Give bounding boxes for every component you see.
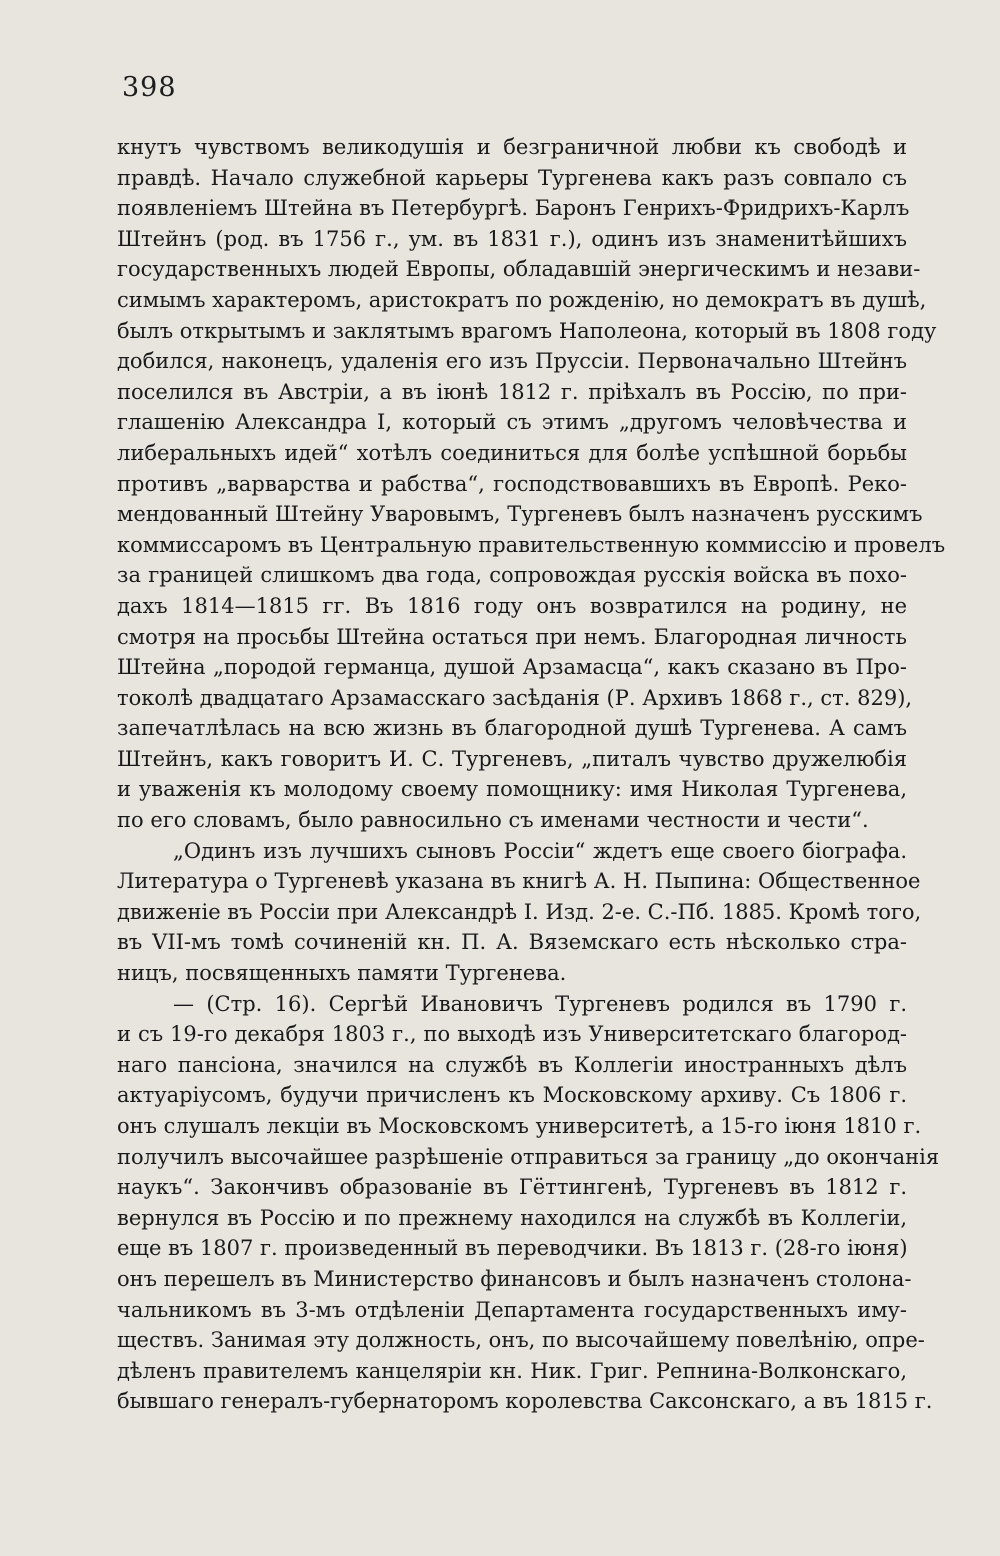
text-line: Штейна „породой германца, душой Арзамасца“, какъ сказано въ Про-	[117, 655, 907, 680]
text-line: „Одинъ изъ лучшихъ сыновъ Россіи“ ждетъ еще своего біографа.	[173, 838, 907, 863]
text-line: и уваженія къ молодому своему помощнику: имя Николая Тургенева,	[117, 777, 907, 802]
text-line: бывшаго генералъ-губернаторомъ королевства Саксонскаго, а въ 1815 г.	[117, 1389, 933, 1414]
text-line: еще въ 1807 г. произведенный въ переводчики. Въ 1813 г. (28-го іюня)	[117, 1236, 908, 1261]
text-line: либеральныхъ идей“ хотѣлъ соединиться для болѣе успѣшной борьбы	[117, 440, 907, 465]
text-line: глашенію Александра I, который съ этимъ „другомъ человѣчества и	[117, 410, 907, 435]
text-line: и съ 19-го декабря 1803 г., по выходѣ изъ Университетскаго благород-	[117, 1022, 907, 1047]
text-line: смотря на просьбы Штейна остаться при немъ. Благородная личность	[117, 624, 907, 649]
text-line: поселился въ Австріи, а въ іюнѣ 1812 г. пріѣхалъ въ Россію, по при-	[117, 379, 907, 404]
text-line: актуаріусомъ, будучи причисленъ къ Московскому архиву. Съ 1806 г.	[117, 1083, 907, 1108]
text-line: онъ слушалъ лекціи въ Московскомъ университетѣ, а 15-го іюня 1810 г.	[117, 1114, 922, 1138]
text-line: былъ открытымъ и заклятымъ врагомъ Наполеона, который въ 1808 году	[117, 318, 937, 343]
text-line: Штейнъ, какъ говоритъ И. С. Тургеневъ, „питалъ чувство дружелюбія	[117, 746, 907, 771]
text-line: движеніе въ Россіи при Александрѣ I. Изд. 2-е. С.-Пб. 1885. Кромѣ того,	[117, 899, 922, 924]
text-line: противъ „варварства и рабства“, господствовавшихъ въ Европѣ. Реко-	[117, 471, 907, 496]
text-line: добился, наконецъ, удаленія его изъ Пруссіи. Первоначально Штейнъ	[117, 349, 907, 374]
text-line: наукъ“. Закончивъ образованіе въ Гёттингенѣ, Тургеневъ въ 1812 г.	[117, 1175, 907, 1200]
text-line: запечатлѣлась на всю жизнь въ благородной душѣ Тургенева. А самъ	[117, 716, 907, 741]
text-line: дѣленъ правителемъ канцеляріи кн. Ник. Григ. Репнина-Волконскаго,	[117, 1358, 907, 1383]
text-line: за границей слишкомъ два года, сопровождая русскія войска въ похо-	[117, 563, 907, 588]
text-line: симымъ характеромъ, аристократъ по рожденію, но демократъ въ душѣ,	[117, 287, 927, 312]
text-line: Штейнъ (род. въ 1756 г., ум. въ 1831 г.), одинъ изъ знаменитѣйшихъ	[117, 226, 907, 251]
body-text	[117, 132, 946, 1417]
text-line: наго пансіона, значился на службѣ въ Коллегіи иностранныхъ дѣлъ	[117, 1052, 907, 1077]
text-line: чальникомъ въ 3-мъ отдѣленіи Департамента государственныхъ иму-	[117, 1297, 907, 1322]
text-line: появленіемъ Штейна въ Петербургѣ. Баронъ Генрихъ-Фридрихъ-Карлъ	[117, 196, 910, 221]
text-line: по его словамъ, было равносильно съ именами честности и чести“.	[117, 808, 869, 833]
text-line: дахъ 1814—1815 гг. Въ 1816 году онъ возвратился на родину, не	[117, 593, 907, 618]
text-line: кнутъ чувствомъ великодушія и безграничной любви къ свободѣ и	[117, 135, 907, 159]
text-line: онъ перешелъ въ Министерство финансовъ и былъ назначенъ столона-	[117, 1266, 912, 1291]
text-line: — (Стр. 16). Сергѣй Ивановичъ Тургеневъ родился въ 1790 г.	[173, 991, 907, 1016]
text-line: ницъ, посвященныхъ памяти Тургенева.	[117, 961, 567, 986]
text-line: мендованный Штейну Уваровымъ, Тургеневъ былъ назначенъ русскимъ	[117, 502, 923, 527]
text-line: государственныхъ людей Европы, обладавшій энергическимъ и незави-	[117, 257, 921, 282]
text-line: вернулся въ Россію и по прежнему находился на службѣ въ Коллегіи,	[117, 1205, 907, 1230]
text-line: токолѣ двадцатаго Арзамасскаго засѣданія (Р. Архивъ 1868 г., ст. 829),	[117, 685, 913, 710]
text-line: получилъ высочайшее разрѣшеніе отправиться за границу „до окончанія	[117, 1144, 940, 1169]
page-number: 398	[122, 72, 177, 103]
text-line: Литература о Тургеневѣ указана въ книгѣ А. Н. Пыпина: Общественное	[117, 869, 921, 894]
text-line: въ VII-мъ томѣ сочиненій кн. П. А. Вяземскаго есть нѣсколько стра-	[117, 930, 907, 955]
text-line: коммиссаромъ въ Центральную правительственную коммиссію и провелъ	[117, 532, 946, 557]
text-line: ществъ. Занимая эту должность, онъ, по высочайшему повелѣнію, опре-	[117, 1328, 925, 1353]
text-line: правдѣ. Начало служебной карьеры Тургенева какъ разъ совпало съ	[117, 165, 907, 190]
